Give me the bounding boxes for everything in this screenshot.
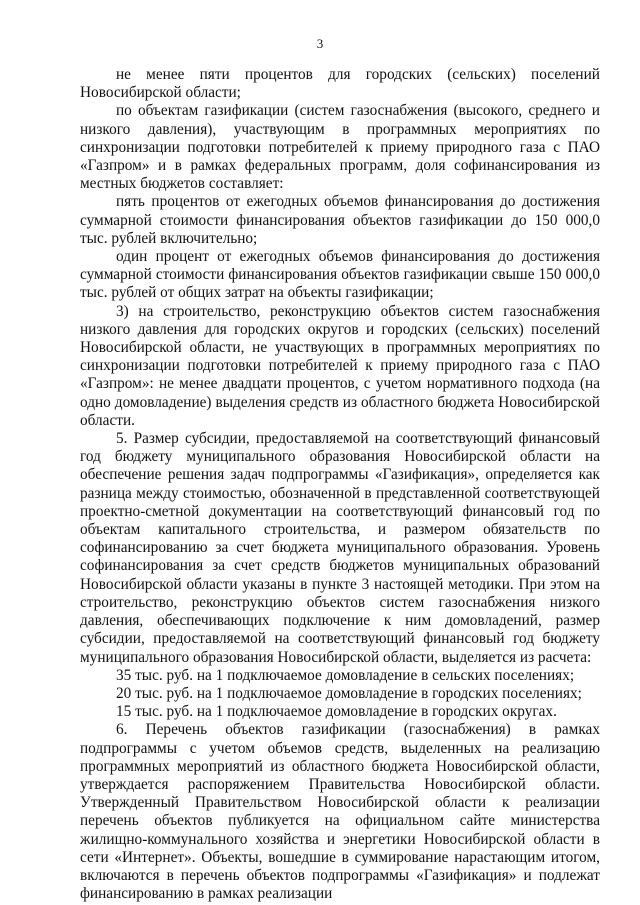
- paragraph: 20 тыс. руб. на 1 подключаемое домовладение в городских поселениях;: [116, 684, 582, 702]
- paragraph: пять процентов от ежегодных объемов финансирования до достижения суммарной стоимости финансирования объектов газификации до 150 000,0 тыс. рублей включительно;: [80, 193, 600, 247]
- paragraph: 35 тыс. руб. на 1 подключаемое домовладение в сельских поселениях;: [116, 666, 575, 684]
- paragraph: 3) на строительство, реконструкцию объектов систем газоснабжения низкого давления для городских округов и городских (сельских) поселений Новосибирской области, не участвующих в программных мероприятиях по синхронизации подготовки потребителей к приему природного газа с ПАО «Газпром»: не менее двадцати процентов, с учетом нормативного подхода (на одно домовладение) выделения средств из областного бюджета Новосибирской области.: [80, 302, 600, 429]
- paragraph: по объектам газификации (систем газоснабжения (высокого, среднего и низкого давления), участвующим в программных мероприятиях по синхронизации подготовки потребителей к приему природного газа с ПАО «Газпром» и в рамках федеральных программ, доля софинансирования из местных бюджетов составляет:: [80, 102, 600, 193]
- paragraph: 5. Размер субсидии, предоставляемой на соответствующий финансовый год бюджету муниципального образования Новосибирской области на обеспечение решения задач подпрограммы «Газификация», определяется как разница между стоимостью, обозначенной в представленной соответствующей проектно-сметной документации на соответствующий финансовый год по объектам капитального строительства, и размером обязательств по софинансированию за счет бюджета муниципального образования. Уровень софинансирования за счет средств бюджетов муниципальных образований Новосибирской области указаны в пункте 3 настоящей методики. При этом на строительство, реконструкцию объектов систем газоснабжения низкого давления, обеспечивающих подключение к ним домовладений, размер субсидии, предоставляемой на соответствующий финансовый год бюджету муниципального образования Новосибирской области, выделяется из расчета:: [80, 430, 600, 666]
- paragraph: 6. Перечень объектов газификации (газоснабжения) в рамках подпрограммы с учетом объемов средств, выделенных на реализацию программных мероприятий из областного бюджета Новосибирской области, утверждается распоряжением Правительства Новосибирской области. Утвержденный Правительством Новосибирской области к реализации перечень объектов публикуется на официальном сайте министерства жилищно-коммунального хозяйства и энергетики Новосибирской области в сети «Интернет». Объекты, вошедшие в суммирование нарастающим итогом, включаются в перечень объектов подпрограммы «Газификация» и подлежат финансированию в рамках реализации: [80, 721, 600, 903]
- page-number: 3: [316, 36, 324, 51]
- paragraph: не менее пяти процентов для городских (сельских) поселений Новосибирской области;: [80, 66, 600, 102]
- paragraph: 15 тыс. руб. на 1 подключаемое домовладение в городских округах.: [116, 703, 557, 721]
- paragraph: один процент от ежегодных объемов финансирования до достижения суммарной стоимости финансирования объектов газификации свыше 150 000,0 тыс. рублей от общих затрат на объекты газификации;: [80, 248, 600, 302]
- document-body: [80, 66, 600, 903]
